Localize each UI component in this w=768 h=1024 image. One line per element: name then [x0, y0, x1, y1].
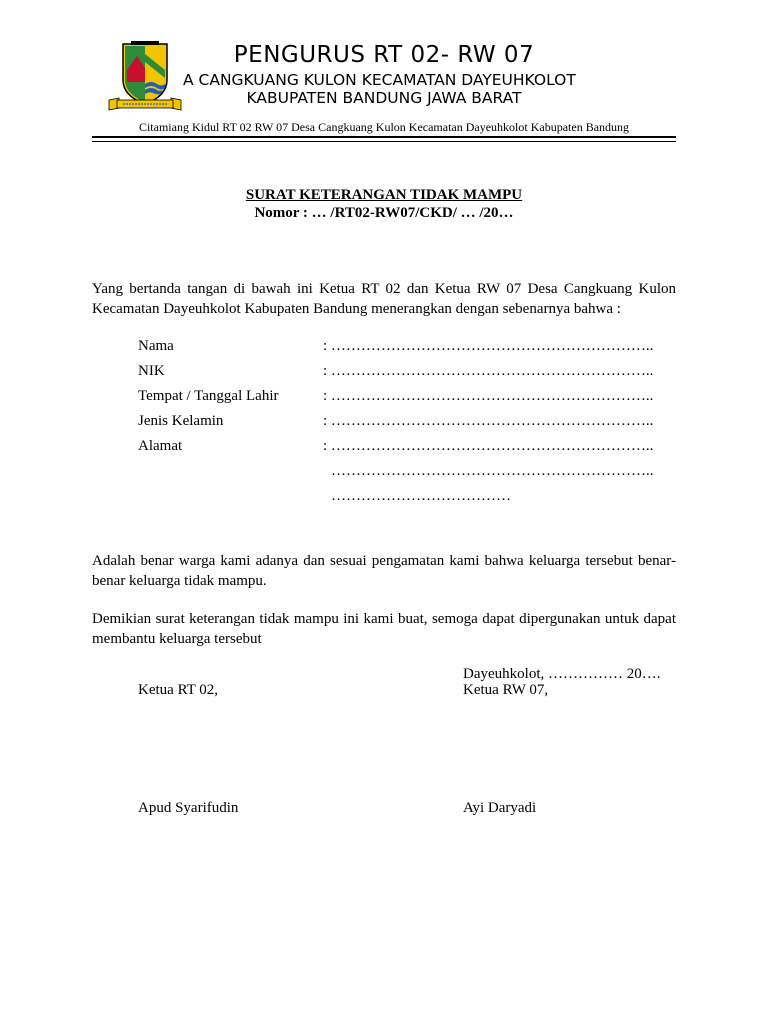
signature-place-date: Dayeuhkolot, …………… 20….: [463, 666, 661, 682]
field-label-birth: Tempat / Tanggal Lahir: [138, 388, 279, 404]
letterhead-address: Citamiang Kidul RT 02 RW 07 Desa Cangkuang Kulon Kecamatan Dayeuhkolot Kabupaten Bandung: [138, 120, 630, 134]
field-value-birth: : ………………………………………………………..: [323, 388, 654, 404]
field-label-gender: Jenis Kelamin: [138, 413, 224, 429]
statement-paragraph: Adalah benar warga kami adanya dan sesuai pengamatan kami bahwa keluarga tersebut benar-benar keluarga tidak mampu.: [92, 553, 676, 589]
signature-right-title: Ketua RW 07,: [463, 682, 549, 698]
field-label-address: Alamat: [138, 438, 183, 454]
document-title: SURAT KETERANGAN TIDAK MAMPU: [245, 187, 523, 203]
field-value-address-line2: ………………………………………………………..: [331, 463, 654, 479]
field-value-nik: : ………………………………………………………..: [323, 363, 654, 379]
letterhead-divider-thick: [92, 136, 676, 138]
letterhead-village-line: A CANGKUANG KULON KECAMATAN DAYEUHKOLOT: [183, 71, 576, 89]
field-value-address: : ………………………………………………………..: [323, 438, 654, 454]
letterhead-divider-thin: [92, 141, 676, 142]
field-value-address-line3: ………………………………: [331, 488, 511, 504]
letterhead-regency-line: KABUPATEN BANDUNG JAWA BARAT: [246, 89, 522, 107]
closing-paragraph: Demikian surat keterangan tidak mampu ini kami buat, semoga dapat dipergunakan untuk dapat membantu keluarga tersebut: [92, 611, 676, 647]
document-number: Nomor : … /RT02-RW07/CKD/ … /20…: [254, 205, 514, 221]
field-value-nama: : ………………………………………………………..: [323, 338, 654, 354]
intro-paragraph: Yang bertanda tangan di bawah ini Ketua RT 02 dan Ketua RW 07 Desa Cangkuang Kulon Kecamatan Dayeuhkolot Kabupaten Bandung menerangkan dengan sebenarnya bahwa :: [92, 281, 676, 317]
signature-right-name: Ayi Daryadi: [463, 800, 537, 816]
field-label-nama: Nama: [138, 338, 174, 354]
field-label-nik: NIK: [138, 363, 165, 379]
signature-left-name: Apud Syarifudin: [138, 800, 239, 816]
signature-left-title: Ketua RT 02,: [138, 682, 219, 698]
letterhead-title: PENGURUS RT 02- RW 07: [233, 42, 535, 68]
field-value-gender: : ………………………………………………………..: [323, 413, 654, 429]
